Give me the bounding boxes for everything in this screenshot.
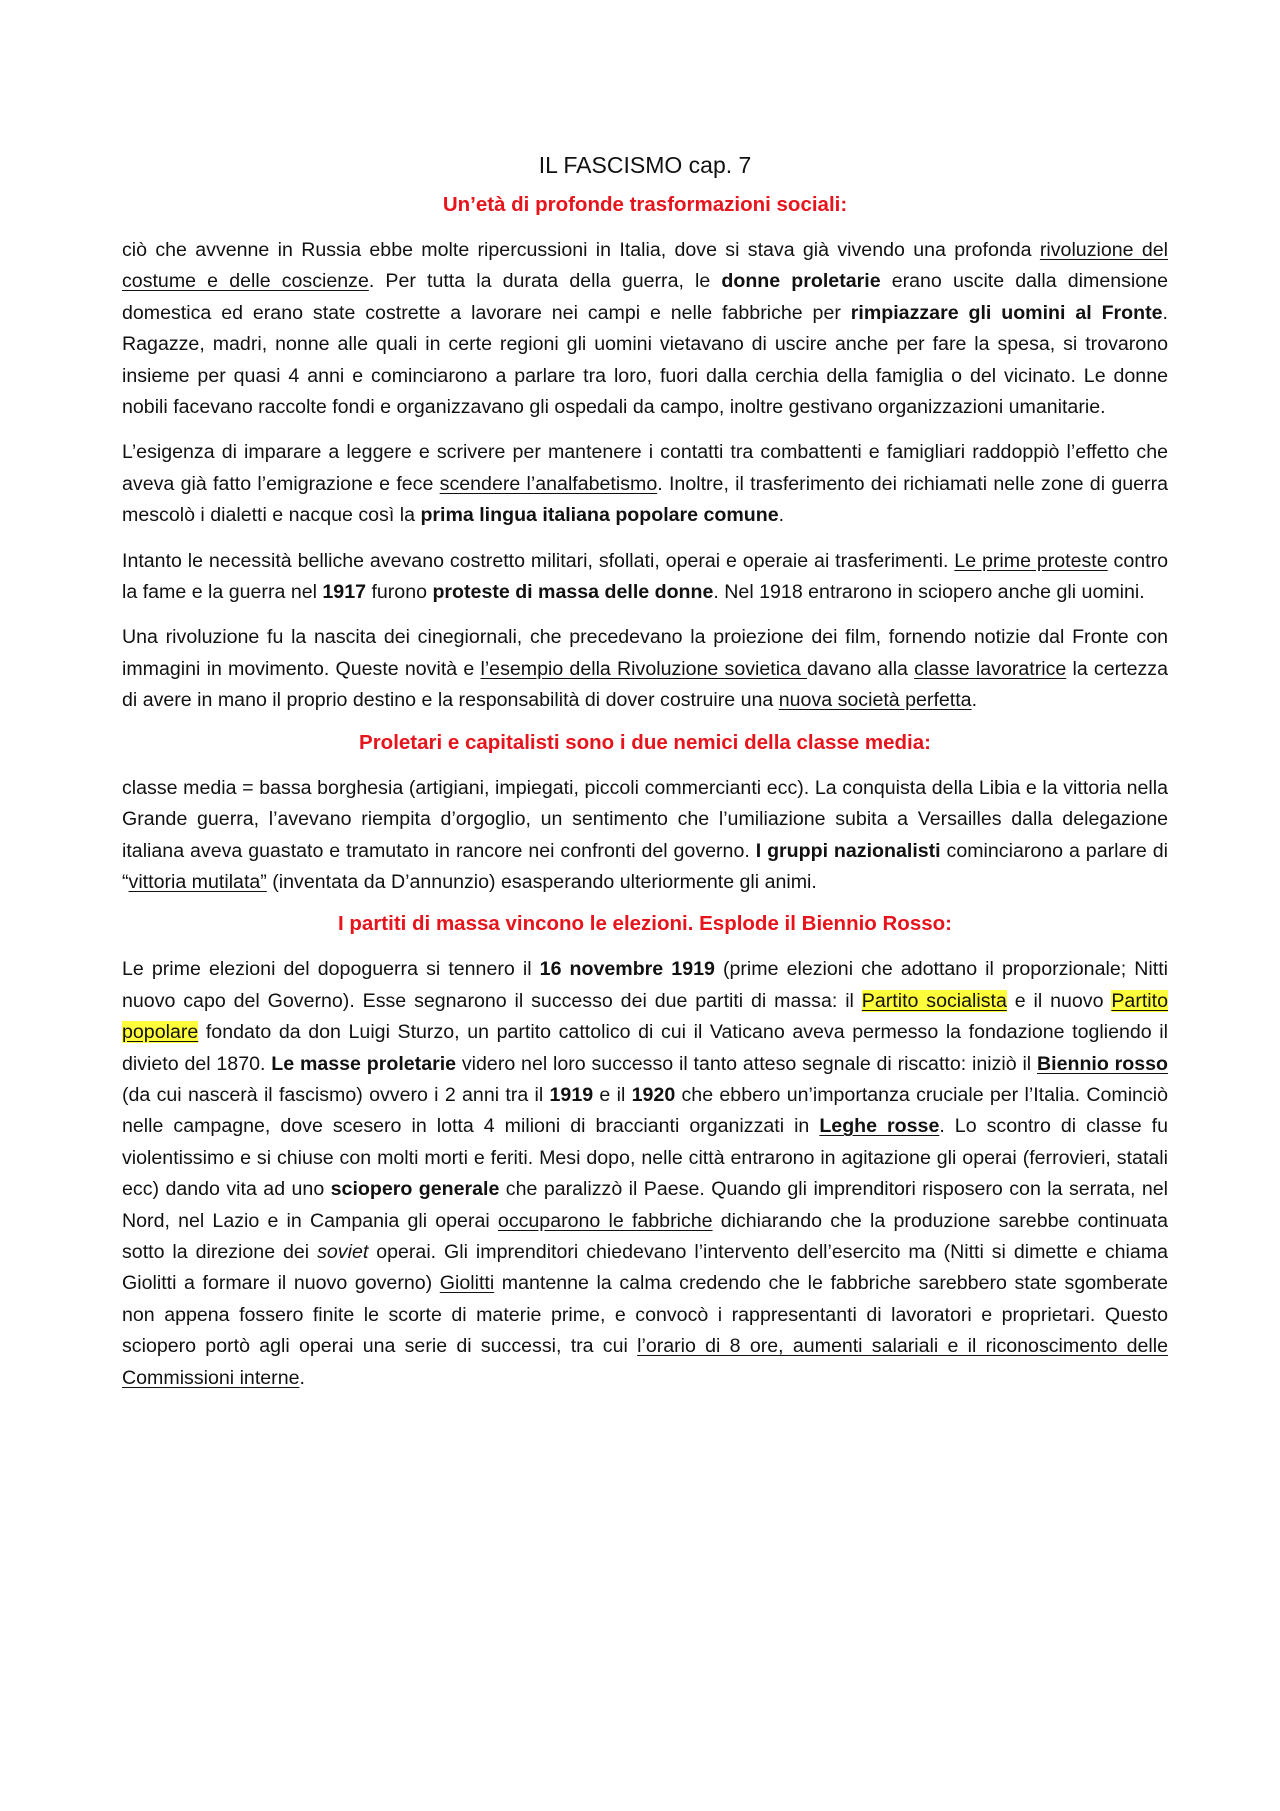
- text-run: davano alla: [806, 657, 915, 680]
- text-run: e il: [593, 1083, 632, 1106]
- text-run: .: [971, 689, 978, 712]
- paragraph: [122, 622, 1168, 716]
- text-run: fondato da don Luigi Sturzo, un partito cattolico di cui il Vaticano aveva permesso la fondazione togliendo il divieto del 1870.: [122, 1021, 1168, 1075]
- bold-text: sciopero generale: [330, 1178, 500, 1201]
- bold-text: donne proletarie: [721, 270, 881, 293]
- text-run: Le prime elezioni del dopoguerra si tennero il: [122, 958, 540, 981]
- section-heading: Un’età di profonde trasformazioni sociali:: [442, 193, 848, 216]
- paragraph: [122, 773, 1168, 899]
- text-run: classe media = bassa borghesia (artigiani, impiegati, piccoli commercianti ecc). La conquista della Libia e la vittoria nella Grande guerra, l’avevano riempita d’orgoglio, un sentimento che l’umiliazione subita a Versailles dalla delegazione italiana aveva guastato e tramutato in rancore nei confronti del governo.: [122, 776, 1168, 862]
- paragraph: [122, 546, 1168, 609]
- bold-text: 1919: [549, 1083, 594, 1106]
- underlined-text: occuparono le fabbriche: [497, 1209, 713, 1232]
- text-run: e il nuovo: [1006, 989, 1112, 1012]
- bold-text: prima lingua italiana popolare comune: [420, 504, 779, 527]
- text-run: (prime elezioni che adottano il proporzionale; Nitti nuovo capo del Governo). Esse segnarono il successo dei due partiti di massa: il: [122, 958, 1168, 1012]
- text-run: . Lo scontro di classe fu violentissimo e si chiuse con molti morti e feriti. Mesi dopo, nelle città entrarono in agitazione gli operai (ferrovieri, statali ecc) dando vita ad uno: [122, 1115, 1168, 1201]
- text-run: ciò che avvenne in Russia ebbe molte ripercussioni in Italia, dove si stava già vivendo una profonda: [122, 239, 1040, 261]
- underlined-text: scendere l’analfabetismo: [439, 472, 658, 495]
- text-run: la certezza di avere in mano il proprio destino e la responsabilità di dover costruire una: [122, 657, 1168, 712]
- highlighted-text: Partito socialista: [861, 989, 1007, 1012]
- text-run: cominciarono a parlare di “: [122, 839, 1168, 893]
- text-run: Intanto le necessità belliche avevano costretto militari, sfollati, operai e operaie ai trasferimenti.: [122, 549, 955, 572]
- text-run: . Nel 1918 entrarono in sciopero anche gli uomini.: [713, 581, 1145, 604]
- section-heading: Proletari e capitalisti sono i due nemici della classe media:: [359, 730, 931, 754]
- document-title: IL FASCISMO cap. 7: [538, 152, 752, 178]
- text-run: .: [778, 504, 785, 527]
- bold-text: Le masse proletarie: [271, 1052, 457, 1075]
- text-run: (da cui nascerà il fascismo) ovvero i 2 anni tra il: [122, 1083, 550, 1106]
- section-heading: I partiti di massa vincono le elezioni. Esplode il Biennio Rosso:: [338, 912, 952, 936]
- document-body: [122, 193, 1168, 1394]
- text-run: Una rivoluzione fu la nascita dei cinegiornali, che precedevano la proiezione dei film, fornendo notizie dal Fronte con immagini in movimento. Queste novità e: [122, 626, 1168, 680]
- text-run: . Ragazze, madri, nonne alle quali in certe regioni gli uomini vietavano di uscire anche per fare la spesa, si trovarono insieme per quasi 4 anni e cominciarono a parlare tra loro, fuori dalla cerchia della famiglia o del vicinato. Le donne nobili facevano raccolte fondi e organizzavano gli ospedali da campo, inoltre gestivano organizzazioni umanitarie.: [122, 301, 1168, 419]
- paragraph: [122, 437, 1168, 531]
- text-run: dichiarando che la produzione sarebbe continuata sotto la direzione dei: [122, 1209, 1168, 1263]
- text-run: . Inoltre, il trasferimento dei richiamati nelle zone di guerra mescolò i dialetti e nacque così la: [122, 472, 1168, 527]
- bold-text: 16 novembre 1919: [539, 958, 715, 981]
- bold-underlined-text: Leghe rosse: [819, 1115, 940, 1138]
- text-run: furono: [366, 581, 433, 604]
- text-run: . Per tutta la durata della guerra, le: [368, 270, 722, 293]
- text-run: mantenne la calma credendo che le fabbriche sarebbero state sgomberate non appena fossero finite le scorte di materie prime, e convocò i rappresentanti di lavoratori e proprietari. Questo sciopero portò agli operai una serie di successi, tra cui: [122, 1272, 1168, 1358]
- text-run: .: [299, 1366, 305, 1389]
- italic-text: soviet: [317, 1240, 369, 1263]
- paragraph: [122, 235, 1168, 423]
- underlined-text: vittoria mutilata”: [128, 870, 267, 893]
- underlined-text: l’orario di 8 ore, aumenti salariali e il riconoscimento delle Commissioni interne: [122, 1335, 1168, 1389]
- underlined-text: l’esempio della Rivoluzione sovietica: [480, 657, 807, 680]
- paragraph: [122, 954, 1168, 1394]
- underlined-text: nuova società perfetta: [778, 689, 972, 712]
- text-run: che ebbero un’importanza cruciale per l’Italia. Cominciò nelle campagne, dove scesero in lotta 4 milioni di braccianti organizzati in: [122, 1083, 1168, 1138]
- underlined-text: Giolitti: [439, 1272, 495, 1295]
- text-run: L’esigenza di imparare a leggere e scrivere per mantenere i contatti tra combattenti e famigliari raddoppiò l’effetto che aveva già fatto l’emigrazione e fece: [122, 441, 1168, 495]
- bold-text: I gruppi nazionalisti: [755, 839, 941, 862]
- bold-text: 1917: [322, 581, 366, 604]
- text-run: erano uscite dalla dimensione domestica ed erano state costrette a lavorare nei campi e nelle fabbriche per: [122, 270, 1168, 324]
- highlighted-text: Partito popolare: [122, 989, 1168, 1044]
- underlined-text: Le prime proteste: [954, 549, 1108, 572]
- bold-text: proteste di massa delle donne: [432, 581, 714, 604]
- text-run: operai. Gli imprenditori chiedevano l’intervento dell’esercito ma (Nitti si dimette e chiama Giolitti a formare il nuovo governo): [122, 1240, 1168, 1295]
- bold-underlined-text: Biennio rosso: [1036, 1052, 1168, 1075]
- text-run: videro nel loro successo il tanto atteso segnale di riscatto: iniziò il: [456, 1052, 1037, 1075]
- text-run: contro la fame e la guerra nel: [122, 549, 1168, 604]
- bold-text: 1920: [631, 1083, 676, 1106]
- text-run: (inventata da D’annunzio) esasperando ulteriormente gli animi.: [266, 870, 817, 893]
- underlined-text: classe lavoratrice: [914, 657, 1067, 680]
- text-run: che paralizzò il Paese. Quando gli imprenditori risposero con la serrata, nel Nord, nel Lazio e in Campania gli operai: [122, 1178, 1168, 1232]
- bold-text: rimpiazzare gli uomini al Fronte: [850, 301, 1163, 324]
- underlined-text: rivoluzione del costume e delle coscienze: [122, 239, 1168, 293]
